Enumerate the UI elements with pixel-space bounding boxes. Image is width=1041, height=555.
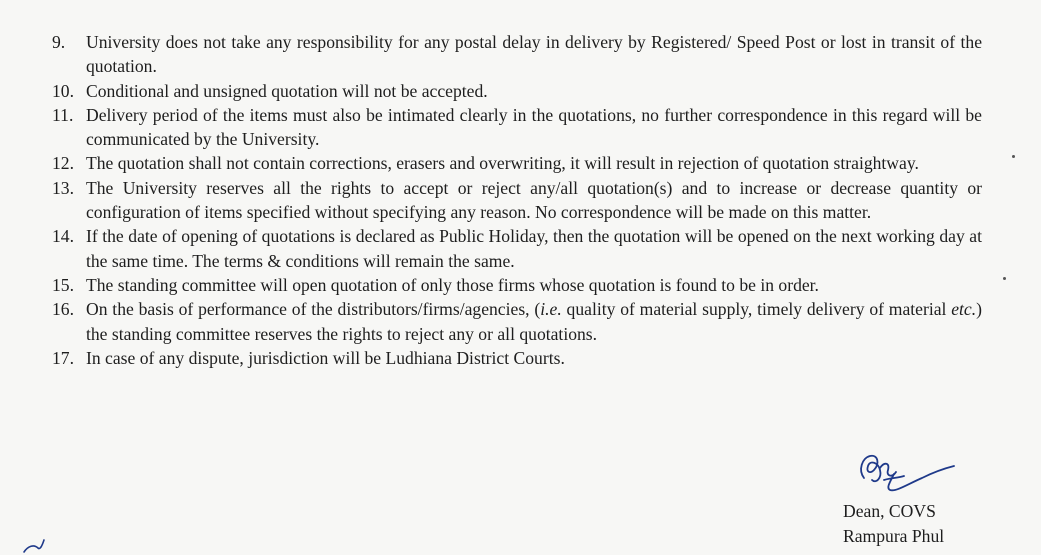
signature-scribble xyxy=(850,448,960,498)
terms-list xyxy=(52,30,982,370)
handwritten-mark xyxy=(20,532,60,555)
term-text: Conditional and unsigned quotation will not be accepted. xyxy=(86,80,488,101)
term-number: 10. xyxy=(52,80,74,101)
term-item-15 xyxy=(52,273,982,297)
signatory-title: Dean, COVS xyxy=(843,501,936,521)
scan-speck xyxy=(1012,155,1015,158)
term-number: 17. xyxy=(52,347,74,368)
term-item-14 xyxy=(52,224,982,273)
signatory-place: Rampura Phul xyxy=(843,525,945,546)
term-text: University does not take any responsibility for any postal delay in delivery by Registered/ Speed Post or lost in transit of the quotation. xyxy=(86,32,982,77)
term-item-11 xyxy=(52,103,982,152)
term-text: If the date of opening of quotations is declared as Public Holiday, then the quotation will be opened on the next working day at the same time. The terms & conditions will remain the same. xyxy=(86,226,982,271)
term-number: 14. xyxy=(52,226,74,247)
term-number: 11. xyxy=(52,104,74,125)
term-text: The quotation shall not contain corrections, erasers and overwriting, it will result in rejection of quotation straightway. xyxy=(86,153,919,174)
term-text-part: ) the standing committee reserves the rights to reject any or all quotations. xyxy=(86,299,982,344)
term-number: 12. xyxy=(52,153,74,174)
term-item-12 xyxy=(52,151,982,175)
signatory-block xyxy=(843,499,944,548)
term-item-9 xyxy=(52,30,982,79)
term-text: The standing committee will open quotation of only those firms whose quotation is found to be in order. xyxy=(86,274,819,295)
term-text-part: On the basis of performance of the distributors/firms/agencies, ( xyxy=(86,299,541,320)
term-text: The University reserves all the rights to accept or reject any/all quotation(s) and to increase or decrease quantity or configuration of items specified without specifying any reason. No correspondence will be made on this matter. xyxy=(86,177,982,223)
term-number: 16. xyxy=(52,299,74,320)
term-number: 15. xyxy=(52,274,74,295)
term-item-10 xyxy=(52,79,982,103)
term-text-italic: i.e. xyxy=(540,299,562,320)
term-number: 13. xyxy=(52,177,74,198)
term-text-part: quality of material supply, timely delivery of material xyxy=(561,299,952,320)
term-text: In case of any dispute, jurisdiction will be Ludhiana District Courts. xyxy=(86,347,565,368)
term-text: Delivery period of the items must also be intimated clearly in the quotations, no further correspondence in this regard will be communicated by the University. xyxy=(86,104,982,150)
term-number: 9. xyxy=(52,32,66,52)
term-text-italic: etc. xyxy=(951,299,977,320)
term-text xyxy=(86,297,982,346)
term-item-16 xyxy=(52,297,982,346)
scan-speck xyxy=(1003,277,1006,280)
term-item-17 xyxy=(52,346,982,370)
term-item-13 xyxy=(52,176,982,225)
